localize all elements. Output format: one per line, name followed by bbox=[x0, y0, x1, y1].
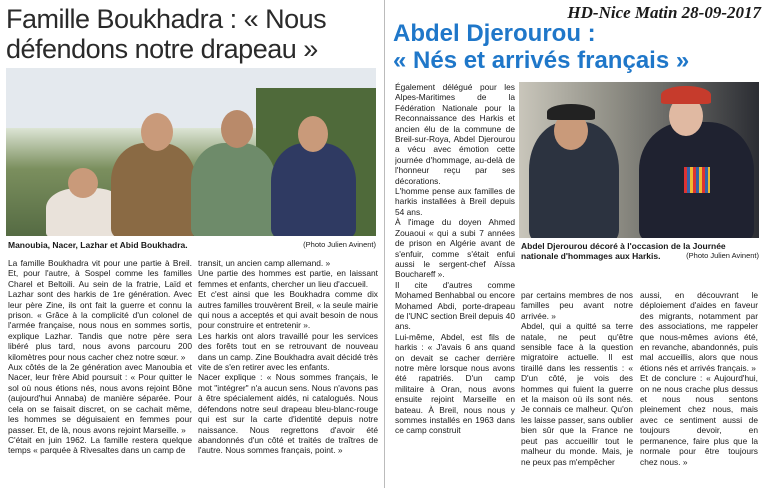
right-colc-para: Et de conclure : « Aujourd'hui, on ne nous crache plus dessus et nous nous sentons pleinement chez nous, mais avec ce sentiment aussi de toujours devoir, en permanence, faire plus que la normale pour être toujours chez nous. » bbox=[640, 373, 758, 467]
right-headline bbox=[393, 20, 758, 74]
left-col2-para: Nacer explique : « Nous sommes français, le mot "intégrer" n'a aucun sens. Nous n'avons pas à être spécialement aidés, ni catalogués. Nous défendons notre seul drapeau bleu-blanc-rouge qui est sur la carte d'identité depuis notre naissance. Nous regrettons d'avoir été abandonnés d'un côté et traités de traîtres de l'autre. Nous sommes français, point. » bbox=[198, 372, 378, 456]
right-caption-text: Abdel Djerourou décoré à l'occasion de la Journée nationale d'hommages aux Harkis. bbox=[521, 241, 726, 261]
right-column-3 bbox=[640, 290, 758, 486]
right-cola-para: Lui-même, Abdel, est fils de harkis : « J'avais 6 ans quand on devait se cacher derrière notre mère lorsque nous avons été rapatriés. D'un camp militaire à Oran, nous avons ensuite rejoint Marseille en bateau. À Breil, nous nous y sommes installés en 1963 dans ce camp construit bbox=[395, 331, 515, 436]
left-column-2 bbox=[198, 258, 378, 486]
right-column-2 bbox=[521, 290, 633, 486]
left-photo-credit: (Photo Julien Avinent) bbox=[303, 240, 376, 249]
column-divider bbox=[384, 0, 385, 488]
left-col2-para: Les harkis ont alors travaillé pour les services des forêts tout en se retrouvant de nouveau dans un camp. Zine Boukhadra avait décidé très vite de s'en retirer avec les enfants. bbox=[198, 330, 378, 373]
source-label: HD-Nice Matin 28-09-2017 bbox=[567, 3, 761, 22]
right-cola-para: Il cite d'autres comme Mohamed Benhabbal ou encore Mohamed Abdi, porte-drapeau de l'UNC section Breil depuis 40 ans. bbox=[395, 279, 515, 332]
left-caption-text: Manoubia, Nacer, Lazhar et Abid Boukhadra. bbox=[8, 240, 188, 250]
right-caption bbox=[521, 241, 759, 261]
medals-icon bbox=[684, 167, 710, 193]
right-colb-para: Abdel, qui a quitté sa terre natale, ne peut qu'être sensible face à la question migratoire actuelle. Il est tiraillé dans les ressentis : « D'un côté, je vois des hommes qui fuient la guerre et la maison où ils sont nés. Je connais ce malheur. Qu'on les laisse passer, sans oublier bien sûr que la France ne peut pas accueillir tout le malheur du monde. Mais, je ne peux pas m'empêcher bbox=[521, 321, 633, 467]
left-col1-para: La famille Boukhadra vit pour une partie à Breil. Et, pour l'autre, à Sospel comme les familles Charel et Beltoili. Au sein de la fratrie, Laïd et Lazhar sont des harkis de 1re génération. Avec leur père Zine, ils ont fait la guerre et connu la prison. « Grâce à la complicité d'un colonel de l'armée française, nous nous en sommes sortis, explique Lazhar. Tandis que notre père sera libéré plus tard, nous avons parcouru 200 kilomètres pour nous cacher chez notre sœur. » bbox=[8, 258, 192, 362]
left-headline bbox=[6, 4, 376, 64]
left-column-1 bbox=[8, 258, 192, 486]
left-col1-para: Aux côtés de la 2e génération avec Manoubia et Nacer, leur frère Abid poursuit : « Pour quitter le sol où nous étions nés, nous avons rejoint Bône (aujourd'hui Annaba) de manière séparée. Pour cela on se faisait discret, on se cachait même, les hommes se déguisaient en femmes pour passer. Et, de là, nous avons rejoint Marseille. » bbox=[8, 362, 192, 435]
left-caption bbox=[8, 240, 376, 250]
right-cola-para: À l'image du doyen Ahmed Zouaoui « qui a subi 7 années de prison en Algérie avant de s'enfuir, comme s'était enfui aussi le sergent-chef Aïssa Bouchareff ». bbox=[395, 217, 515, 280]
right-headline-line-1: Abdel Djerourou : bbox=[393, 20, 596, 47]
right-colc-para: aussi, en découvrant le déploiement d'aides en faveur des migrants, notamment par des associations, me rappeler que nous-mêmes avions été, en revanche, abandonnés, puis mal accueillis, alors que nous étions nés et arrivés français. » bbox=[640, 290, 758, 373]
right-photo bbox=[519, 82, 759, 238]
right-column-1 bbox=[395, 82, 515, 486]
left-col2-para: transit, un ancien camp allemand. » bbox=[198, 258, 331, 268]
right-headline-line-2: « Nés et arrivés français » bbox=[393, 47, 690, 74]
right-intro-para: Également délégué pour les Alpes-Maritimes de la Fédération Nationale pour la Reconnaissance des Harkis et ancien élu de la commune de Breil-sur-Roya, Abdel Djerourou a vécu avec émotion cette journée d'hommage, au-delà de l'honneur reçu par ses décorations. bbox=[395, 82, 515, 186]
left-headline-line-1: Famille Boukhadra : « Nous bbox=[6, 4, 327, 34]
left-col1-para: C'était en juin 1962. La famille restera quelque temps « parquée à Rivesaltes dans un camp de bbox=[8, 434, 192, 456]
right-photo-credit: (Photo Julien Avinent) bbox=[686, 251, 759, 260]
left-col2-para: Et c'est ainsi que les Boukhadra comme dix autres familles trouvèrent Breil, « la seule mairie qui nous a acceptés et qui avait besoin de nous pour construire et entretenir ». bbox=[198, 289, 378, 331]
left-headline-line-2: défendons notre drapeau » bbox=[6, 34, 318, 64]
left-col2-para: Une partie des hommes est partie, en laissant femmes et enfants, chercher un lieu d'accueil. bbox=[198, 268, 378, 289]
right-colb-para: par certains membres de nos familles peu avant notre arrivée. » bbox=[521, 290, 633, 321]
left-photo bbox=[6, 68, 376, 236]
right-intro-para: L'homme pense aux familles de harkis installées à Breil depuis 54 ans. bbox=[395, 186, 515, 217]
